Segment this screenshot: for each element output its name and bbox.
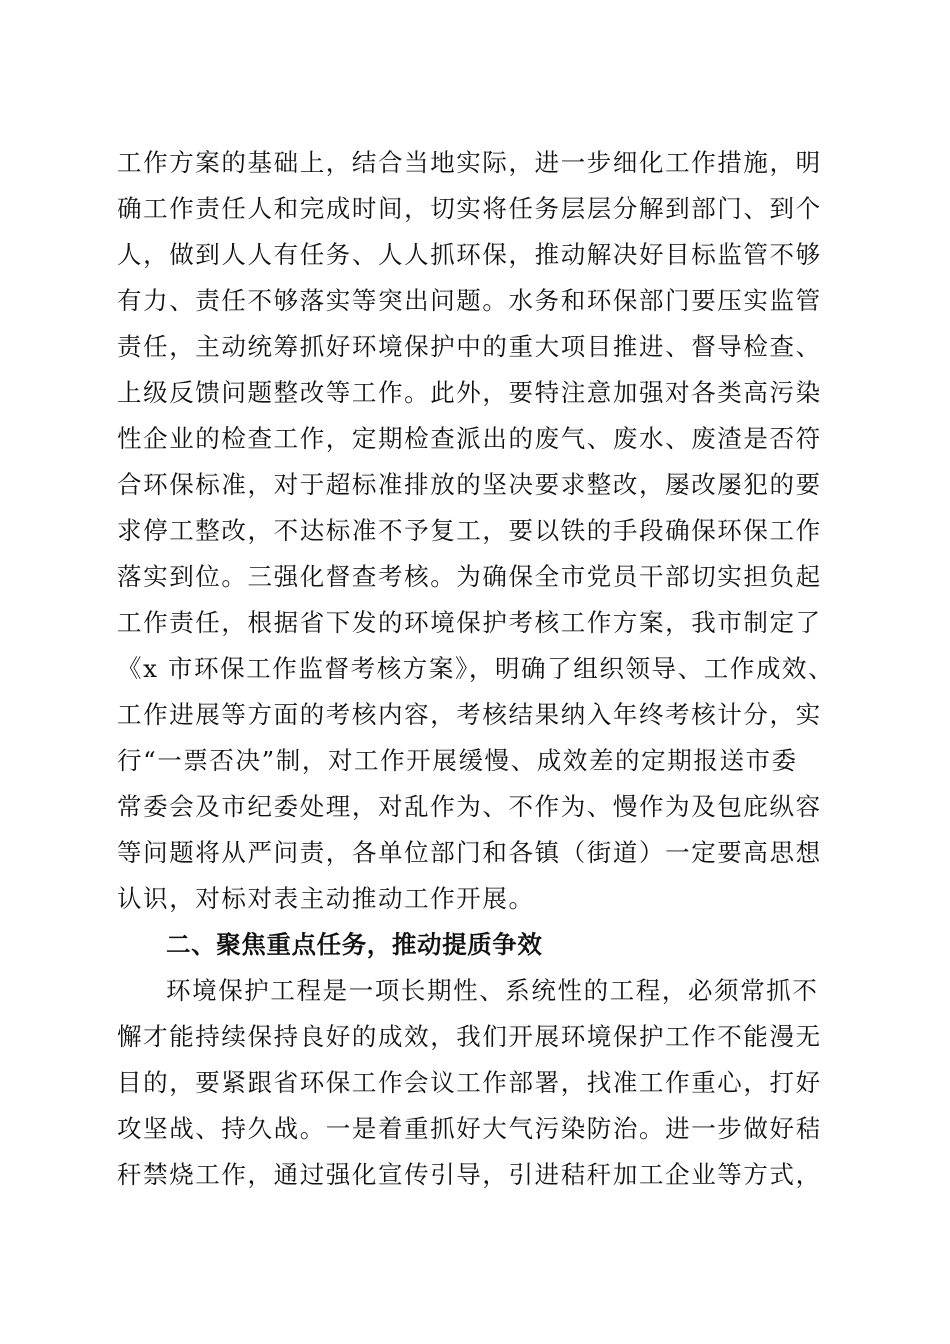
text-line: 认识，对标对表主动推动工作开展。 [117, 884, 535, 913]
text-line: 合环保标准，对于超标准排放的坚决要求整改，屡改屡犯的要 [117, 470, 822, 499]
text-line: 人，做到人人有任务、人人抓环保，推动解决好目标监管不够 [117, 240, 822, 269]
text-line: 工作方案的基础上，结合当地实际，进一步细化工作措施，明 [117, 148, 822, 177]
section-heading: 二、聚焦重点任务，推动提质争效 [166, 930, 543, 959]
text-line: 工作进展等方面的考核内容，考核结果纳入年终考核计分，实 [117, 700, 822, 729]
text-line: 责任，主动统筹抓好环境保护中的重大项目推进、督导检查、 [117, 332, 822, 361]
text-line: 目的，要紧跟省环保工作会议工作部署，找准工作重心，打好 [117, 1068, 822, 1097]
text-line: 等问题将从严问责，各单位部门和各镇（街道）一定要高思想 [117, 838, 822, 867]
text-line: 《x 市环保工作监督考核方案》，明确了组织领导、工作成效、 [117, 654, 835, 683]
text-line: 上级反馈问题整改等工作。此外，要特注意加强对各类高污染 [117, 378, 822, 407]
text-line: 性企业的检查工作，定期检查派出的废气、废水、废渣是否符 [117, 424, 822, 453]
text-line: 有力、责任不够落实等突出问题。水务和环保部门要压实监管 [117, 286, 822, 315]
text-line: 常委会及市纪委处理，对乱作为、不作为、慢作为及包庇纵容 [117, 792, 822, 821]
text-line: 秆禁烧工作，通过强化宣传引导，引进秸秆加工企业等方式， [117, 1160, 822, 1189]
text-line: 求停工整改，不达标准不予复工，要以铁的手段确保环保工作 [117, 516, 822, 545]
text-line: 工作责任，根据省下发的环境保护考核工作方案，我市制定了 [117, 608, 822, 637]
text-line: 确工作责任人和完成时间，切实将任务层层分解到部门、到个 [117, 194, 822, 223]
text-line: 落实到位。三强化督查考核。为确保全市党员干部切实担负起 [117, 562, 822, 591]
text-line: 懈才能持续保持良好的成效，我们开展环境保护工作不能漫无 [117, 1022, 822, 1051]
text-line: 行“一票否决”制，对工作开展缓慢、成效差的定期报送市委 [117, 746, 798, 775]
text-line: 攻坚战、持久战。一是着重抓好大气污染防治。进一步做好秸 [117, 1114, 822, 1143]
paragraph-first-line: 环境保护工程是一项长期性、系统性的工程，必须常抓不 [166, 976, 819, 1005]
document-body [117, 140, 837, 1198]
